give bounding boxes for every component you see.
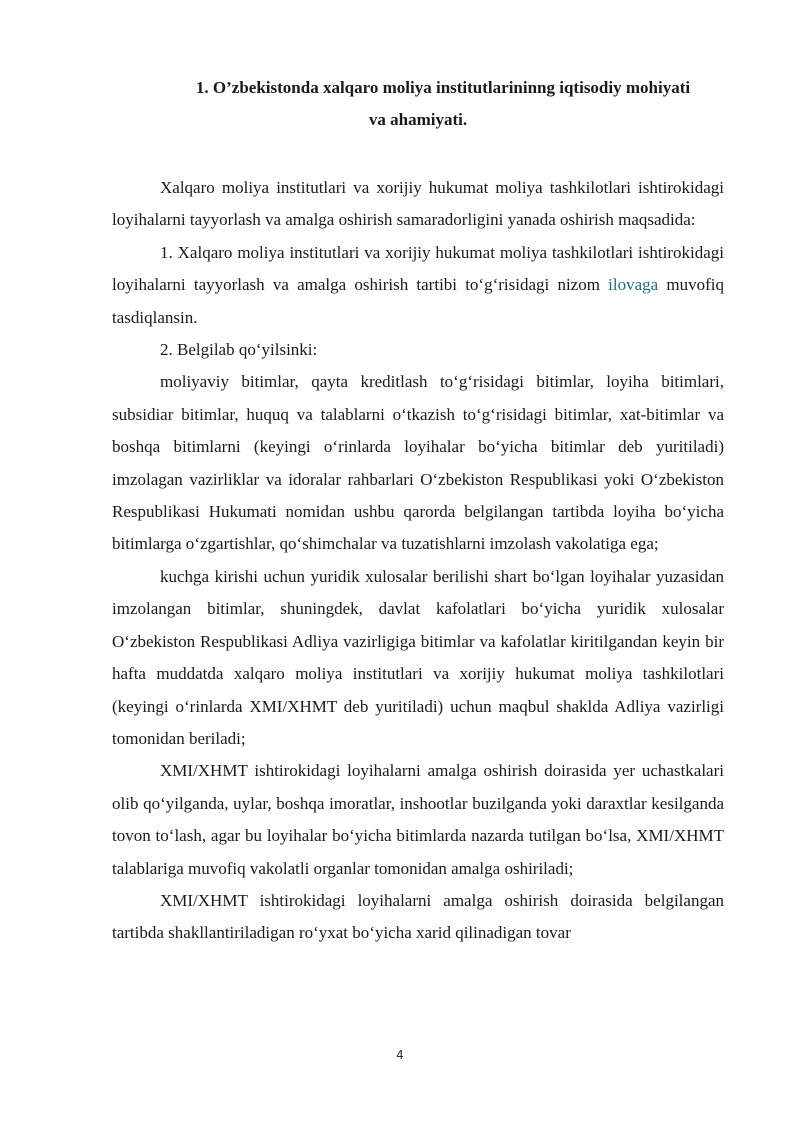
- paragraph-agreements: moliyaviy bitimlar, qayta kreditlash to‘g‘risidagi bitimlar, loyiha bitimlari, subsidiar bitimlar, huquq va talablarni o‘tkazish to‘g‘risidagi bitimlar, xat-bitimlar va boshqa bitimlarni (keyingi o‘rinlarda loyihalar bo‘yicha bitimlar deb yuritiladi) imzolagan vazirliklar va idoralar rahbarlari O‘zbekiston Respublikasi yoki O‘zbekiston Respublikasi Hukumati nomidan ushbu qarorda belgilangan tartibda loyiha bo‘yicha bitimlarga o‘zgartishlar, qo‘shimchalar va tuzatishlarni imzolash vakolatiga ega;: [112, 372, 724, 554]
- paragraph-procurement: XMI/XHMT ishtirokidagi loyihalarni amalga oshirish doirasida belgilangan tartibda shakllantiriladigan ro‘yxat bo‘yicha xarid qilinadigan tovar: [112, 890, 724, 943]
- paragraph-item-1-text-after: muvofiq tasdiqlansin.: [112, 275, 724, 327]
- paragraph-compensation: XMI/XHMT ishtirokidagi loyihalarni amalga oshirish doirasida yer uchastkalari olib qo‘yilganda, uylar, boshqa imoratlar, inshootlar buzilganda yoki daraxtlar kesilganda tovon to‘lash, agar bu loyihalar bo‘yicha bitimlarda nazarda tutilgan bo‘lsa, XMI/XHMT talablariga muvofiq vakolatli organlar tomonidan amalga oshiriladi;: [112, 761, 724, 878]
- heading-line-1: 1. O’zbekistonda xalqaro moliya institutlarininng iqtisodiy mohiyati: [195, 78, 691, 97]
- document-body: [112, 172, 724, 950]
- paragraph-legal-conclusions: kuchga kirishi uchun yuridik xulosalar berilishi shart bo‘lgan loyihalar yuzasidan imzolangan bitimlar, shuningdek, davlat kafolatlari bo‘yicha yuridik xulosalar O‘zbekiston Respublikasi Adliya vazirligiga bitimlar va kafolatlar kiritilgandan keyin bir hafta muddatda xalqaro moliya institutlari va xorijiy hukumat moliya tashkilotlari (keyingi o‘rinlarda XMI/XHMT deb yuritiladi) uchun maqbul shaklda Adliya vazirligi tomonidan beriladi;: [112, 566, 724, 748]
- heading-line-2: va ahamiyati.: [368, 110, 468, 129]
- paragraph-item-1: [112, 237, 724, 334]
- section-heading: [112, 72, 724, 136]
- ilovaga-link[interactable]: ilovaga: [608, 275, 659, 295]
- paragraph-item-2: 2. Belgilab qo‘yilsinki:: [160, 340, 318, 360]
- paragraph-item-1-text-before: 1. Xalqaro moliya institutlari va xorijiy hukumat moliya tashkilotlari ishtirokidagi loyihalarni tayyorlash va amalga oshirish tartibi to‘g‘risidagi nizom: [112, 242, 724, 295]
- paragraph-intro: Xalqaro moliya institutlari va xorijiy hukumat moliya tashkilotlari ishtirokidagi loyihalarni tayyorlash va amalga oshirish samaradorligini yanada oshirish maqsadida:: [112, 178, 724, 230]
- page-number: 4: [396, 1048, 404, 1062]
